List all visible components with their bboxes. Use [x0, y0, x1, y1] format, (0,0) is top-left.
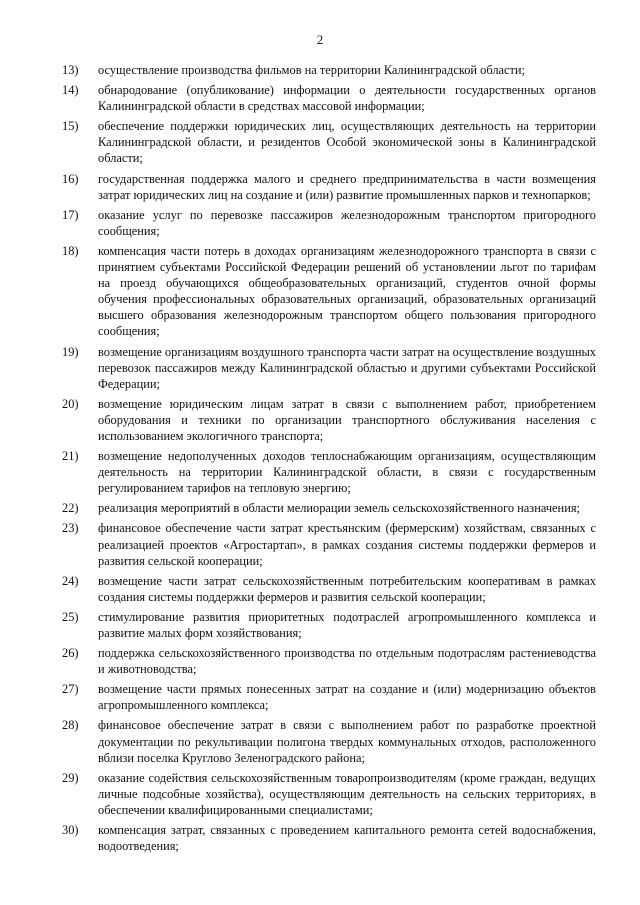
- list-item: [62, 645, 596, 677]
- list-item-number: 30): [62, 823, 79, 838]
- list-item: [62, 609, 596, 641]
- list-item-text: возмещение организациям воздушного транспорта части затрат на осуществление воздушных перевозок пассажиров между Калининградской областью и другими субъектами Российской Федерации;: [98, 344, 596, 391]
- list-item-number: 15): [62, 119, 79, 134]
- list-item-text: возмещение части прямых понесенных затрат на создание и (или) модернизацию объектов агропромышленного комплекса;: [98, 682, 596, 713]
- list-item: [62, 243, 596, 340]
- list-item: [62, 681, 596, 713]
- numbered-list: [62, 62, 596, 858]
- list-item-number: 14): [62, 83, 79, 98]
- list-item-number: 17): [62, 207, 79, 222]
- list-item: [62, 717, 596, 765]
- list-item-text: компенсация затрат, связанных с проведением капитального ремонта сетей водоснабжения, водоотведения;: [98, 823, 596, 854]
- list-item: [62, 396, 596, 444]
- list-item-text: возмещение юридическим лицам затрат в связи с выполнением работ, приобретением оборудования и техники по организации транспортного обслуживания населения с использованием экологичного транспорта;: [98, 396, 596, 443]
- list-item-number: 21): [62, 449, 79, 464]
- list-item-text: реализация мероприятий в области мелиорации земель сельскохозяйственного назначения;: [98, 501, 580, 516]
- list-item-text: осуществление производства фильмов на территории Калининградской области;: [98, 63, 525, 77]
- list-item: [62, 573, 596, 605]
- list-item: [62, 520, 596, 568]
- list-item: [62, 82, 596, 114]
- list-item-text: обеспечение поддержки юридических лиц, осуществляющих деятельность на территории Калининградской области, и резидентов Особой экономической зоны в Калининградской области;: [98, 119, 596, 166]
- list-item-number: 23): [62, 521, 79, 536]
- list-item: [62, 171, 596, 203]
- list-item-text: поддержка сельскохозяйственного производства по отдельным подотраслям растениеводства и животноводства;: [98, 646, 596, 677]
- list-item-number: 19): [62, 344, 79, 359]
- list-item-number: 22): [62, 501, 79, 516]
- list-item-text: обнародование (опубликование) информации о деятельности государственных органов Калининградской области в средствах массовой информации;: [98, 83, 596, 114]
- list-item: [62, 62, 596, 78]
- list-item-number: 29): [62, 770, 79, 785]
- list-item-number: 27): [62, 682, 79, 697]
- list-item-number: 28): [62, 718, 79, 733]
- list-item-number: 18): [62, 243, 79, 258]
- list-item-text: оказание услуг по перевозке пассажиров железнодорожным транспортом пригородного сообщения;: [98, 207, 596, 238]
- list-item-number: 16): [62, 171, 79, 186]
- list-item-text: стимулирование развития приоритетных подотраслей агропромышленного комплекса и развитие малых форм хозяйствования;: [98, 609, 596, 640]
- list-item-number: 20): [62, 396, 79, 411]
- list-item-text: оказание содействия сельскохозяйственным товаропроизводителям (кроме граждан, ведущих личные подсобные хозяйства), осуществляющим деятельность на сельских территориях, в обеспечении квалифицированными специалистами;: [98, 770, 596, 817]
- list-item-text: финансовое обеспечение затрат в связи с выполнением работ по разработке проектной документации по рекультивации полигона твердых коммунальных отходов, расположенного вблизи поселка Круглово Зеленоградского района;: [98, 718, 596, 765]
- list-item-number: 24): [62, 573, 79, 588]
- list-item-number: 26): [62, 646, 79, 661]
- list-item-text: компенсация части потерь в доходах организациям железнодорожного транспорта в связи с принятием субъектами Российской Федерации решений об установлении льгот по тарифам на проезд обучающихся общеобразовательных организаций, студентов очной формы обучения профессиональных образовательных организаций, образовательных организаций высшего образования железнодорожным транспортом общего пользования пригородного сообщения;: [98, 243, 596, 339]
- list-item-text: финансовое обеспечение части затрат крестьянским (фермерским) хозяйствам, связанных с реализацией проектов «Агростартап», в рамках создания системы поддержки фермеров и развития сельской кооперации;: [98, 521, 596, 568]
- list-item: [62, 822, 596, 854]
- list-item-text: государственная поддержка малого и среднего предпринимательства в части возмещения затрат юридических лиц на создание и (или) развитие промышленных парков и технопарков;: [98, 171, 596, 202]
- list-item: [62, 207, 596, 239]
- list-item-text: возмещение части затрат сельскохозяйственным потребительским кооперативам в рамках создания системы поддержки фермеров и развития сельской кооперации;: [98, 573, 596, 604]
- list-item-number: 13): [62, 63, 79, 77]
- list-item: [62, 118, 596, 166]
- list-item-number: 25): [62, 609, 79, 624]
- page-number: 2: [316, 32, 324, 47]
- list-item: [62, 770, 596, 818]
- list-item: [62, 500, 596, 516]
- list-item-text: возмещение недополученных доходов теплоснабжающим организациям, осуществляющим деятельность на территории Калининградской области, в связи с государственным регулированием тарифов на тепловую энергию;: [98, 449, 596, 496]
- list-item: [62, 344, 596, 392]
- list-item: [62, 448, 596, 496]
